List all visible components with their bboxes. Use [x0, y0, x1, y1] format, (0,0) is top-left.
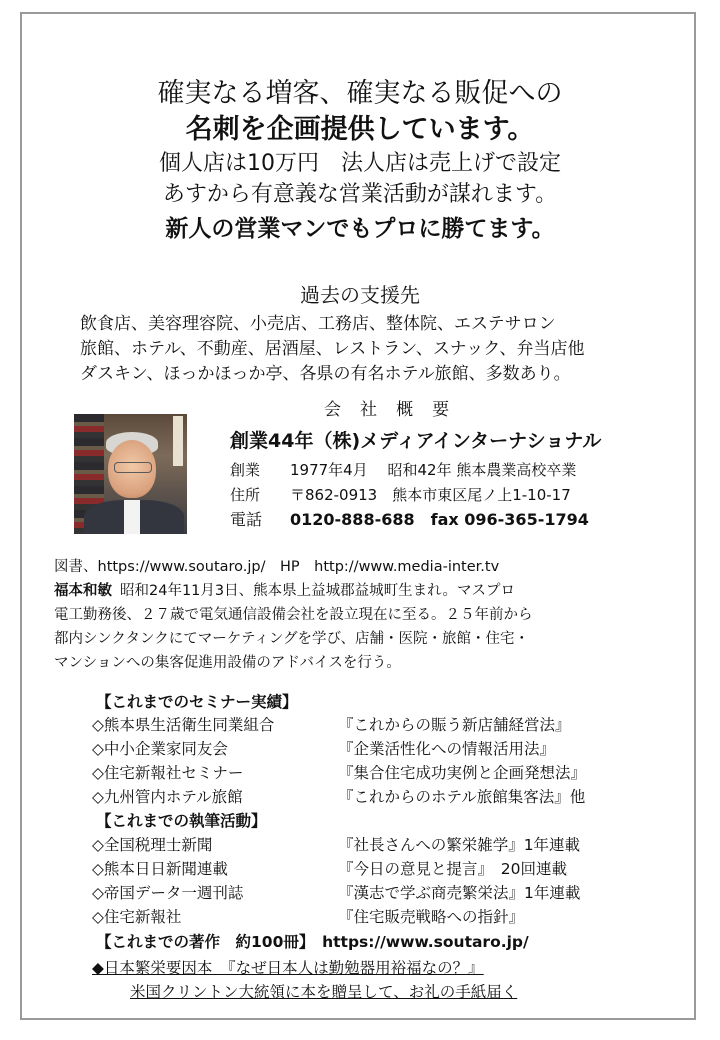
seminar-org-2: ◇中小企業家同友会: [92, 740, 228, 758]
seminar-topic-4: 『これからのホテル旅館集客法』他: [338, 788, 586, 806]
writing-org-3: ◇帝国データ一週刊誌: [92, 884, 244, 902]
writing-title: 【これまでの執筆活動】: [96, 812, 267, 830]
headline-line-2: 名刺を企画提供しています。: [185, 114, 535, 145]
phone-label: 電話: [230, 510, 263, 529]
company-heading: 会 社 概 要: [324, 400, 451, 420]
phone-value: 0120-888-688 fax 096-365-1794: [290, 510, 589, 529]
portrait-photo: [74, 414, 187, 534]
address-label: 住所: [230, 486, 261, 504]
profile-bio-line-4: マンションへの集客促進用設備のアドバイスを行う。: [54, 655, 401, 671]
founded-label: 創業: [230, 461, 261, 479]
seminar-topic-2: 『企業活性化への情報活用法』: [338, 740, 556, 758]
seminar-org-4: ◇九州管内ホテル旅館: [92, 788, 243, 806]
profile-links: 図書、https://www.soutaro.jp/ HP http://www.media-inter.tv: [54, 559, 500, 575]
past-clients-title: 過去の支援先: [300, 283, 420, 307]
profile-name: 福本和敏: [54, 583, 112, 599]
seminar-topic-1: 『これからの賑う新店舗経営法』: [338, 716, 571, 734]
writing-org-2: ◇熊本日日新聞連載: [92, 860, 228, 878]
writing-topic-4: 『住宅販売戦略への指針』: [338, 908, 525, 926]
headline-line-1: 確実なる増客、確実なる販促への: [157, 78, 563, 109]
address-value: 〒862-0913 熊本市東区尾ノ上1-10-17: [290, 486, 571, 504]
past-clients-line-3: ダスキン、ほっかほっか亭、各県の有名ホテル旅館、多数あり。: [80, 364, 571, 384]
past-clients-line-1: 飲食店、美容理容院、小売店、工務店、整体院、エステサロン: [80, 314, 556, 334]
books-link-1[interactable]: ◆日本繁栄要因本 『なぜ日本人は勤勉器用裕福なの？』: [92, 959, 484, 977]
profile-bio-line-1: [54, 580, 515, 603]
writing-topic-1: 『社長さんへの繁栄雑学』1年連載: [338, 836, 581, 854]
profile-bio-text-1: 昭和24年11月3日、熊本県上益城郡益城町生まれ。マスプロ: [120, 583, 515, 599]
writing-org-1: ◇全国税理士新聞: [92, 836, 213, 854]
writing-org-4: ◇住宅新報社: [92, 908, 182, 926]
seminar-org-1: ◇熊本県生活衛生同業組合: [92, 716, 275, 734]
profile-bio-line-2: 電工勤務後、２７歳で電気通信設備会社を設立現在に至る。２５年前から: [54, 607, 533, 623]
books-title: 【これまでの著作 約100冊】 https://www.soutaro.jp/: [96, 933, 529, 951]
headline-line-5: 新人の営業マンでもプロに勝てます。: [165, 216, 555, 242]
headline-line-4: あすから有意義な営業活動が謀れます。: [162, 182, 558, 207]
founded-value: 1977年4月 昭和42年 熊本農業高校卒業: [290, 461, 577, 479]
seminars-title: 【これまでのセミナー実績】: [96, 693, 298, 711]
writing-topic-3: 『漢志で学ぶ商売繁栄法』1年連載: [338, 884, 581, 902]
past-clients-line-2: 旅館、ホテル、不動産、居酒屋、レストラン、スナック、弁当店他: [80, 339, 585, 359]
seminar-topic-3: 『集合住宅成功実例と企画発想法』: [338, 764, 587, 782]
writing-topic-2: 『今日の意見と提言』 20回連載: [338, 860, 567, 878]
books-link-2[interactable]: 米国クリントン大統領に本を贈呈して、お礼の手紙届く: [130, 983, 518, 1001]
profile-bio-line-3: 都内シンクタンクにてマーケティングを学び、店舗・医院・旅館・住宅・: [54, 631, 529, 647]
seminar-org-3: ◇住宅新報社セミナー: [92, 764, 244, 782]
headline-line-3: 個人店は10万円 法人店は売上げで設定: [159, 151, 561, 176]
company-name: 創業44年（株)メディアインターナショナル: [230, 430, 602, 452]
